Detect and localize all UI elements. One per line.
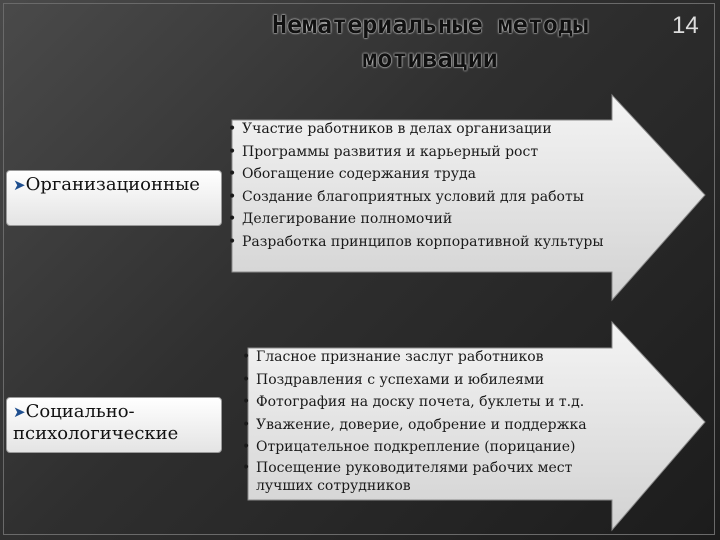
group-label-social xyxy=(6,397,222,453)
list-item: • Создание благоприятных условий для работы xyxy=(228,186,628,209)
list-item: • Гласное признание заслуг работников xyxy=(242,346,622,369)
list-item: • Фотография на доску почета, буклеты и т.д. xyxy=(242,391,622,414)
list-item: • Обогащение содержания труда xyxy=(228,163,628,186)
list-item: • Уважение, доверие, одобрение и поддержка xyxy=(242,414,622,437)
social-psychological-methods-list xyxy=(242,346,622,495)
list-item: • Разработка принципов корпоративной культуры xyxy=(228,231,628,254)
list-item: • Посещение руководителями рабочих мест лучших сотрудников xyxy=(242,459,622,495)
list-item: • Делегирование полномочий xyxy=(228,208,628,231)
arrowhead-bullet-icon: ➤ xyxy=(13,403,26,421)
slide-number: 14 xyxy=(672,12,699,39)
list-item: • Поздравления с успехами и юбилеями xyxy=(242,369,622,392)
group-label-text: Организационные xyxy=(25,174,200,195)
group-label-text: Социально-психологические xyxy=(13,401,179,444)
arrowhead-bullet-icon: ➤ xyxy=(13,176,26,194)
group-label-organizational xyxy=(6,170,222,226)
organizational-methods-list xyxy=(228,118,628,254)
list-item: • Программы развития и карьерный рост xyxy=(228,141,628,164)
list-item: • Отрицательное подкрепление (порицание) xyxy=(242,436,622,459)
list-item: • Участие работников в делах организации xyxy=(228,118,628,141)
slide-title: Нематериальные методы мотивации xyxy=(271,10,589,73)
